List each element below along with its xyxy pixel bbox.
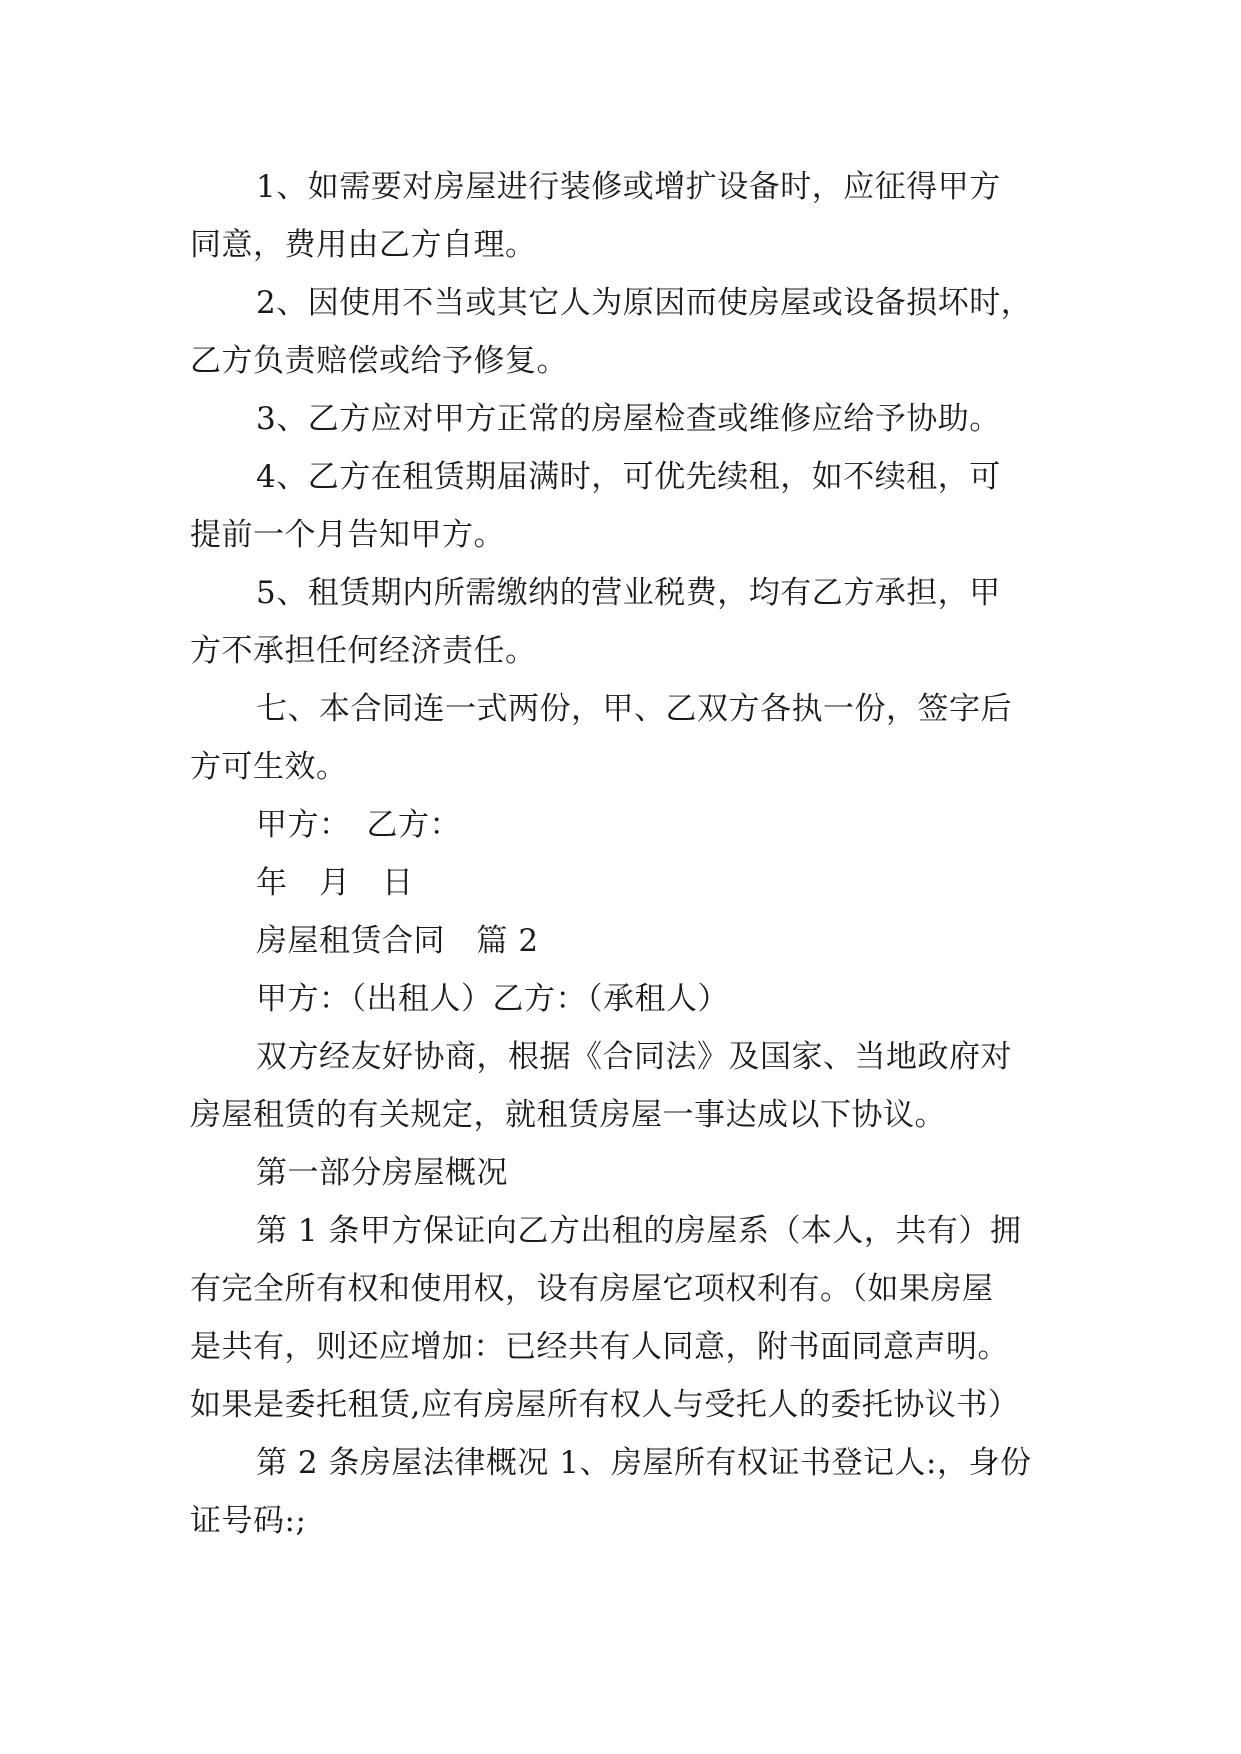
text-line: 1、如需要对房屋进行装修或增扩设备时，应征得甲方 [256,169,1001,205]
text-line: 乙方负责赔偿或给予修复。 [190,343,568,379]
text-line: 3、乙方应对甲方正常的房屋检查或维修应给予协助。 [256,401,1001,437]
text-line: 双方经友好协商，根据《合同法》及国家、当地政府对 [256,1039,1012,1075]
text-line: 是共有，则还应增加：已经共有人同意，附书面同意声明。 [190,1329,1009,1365]
signature-line: 甲方： 乙方： [256,807,461,843]
part-heading: 第一部分房屋概况 [256,1155,508,1191]
date-line: 年 月 日 [256,865,414,901]
text-line: 同意，费用由乙方自理。 [190,227,537,263]
text-line: 提前一个月告知甲方。 [190,517,505,553]
text-line: 如果是委托租赁,应有房屋所有权人与受托人的委托协议书） [190,1387,1020,1423]
text-line: 七、本合同连一式两份，甲、乙双方各执一份，签字后 [256,691,1012,727]
text-line: 房屋租赁的有关规定，就租赁房屋一事达成以下协议。 [190,1097,946,1133]
text-line: 第 2 条房屋法律概况 1、房屋所有权证书登记人:，身份 [256,1445,1032,1481]
text-line: 5、租赁期内所需缴纳的营业税费，均有乙方承担，甲 [256,575,1001,611]
text-line: 方不承担任何经济责任。 [190,633,537,669]
text-line: 第 1 条甲方保证向乙方出租的房屋系（本人，共有）拥 [256,1213,1022,1249]
text-line: 4、乙方在租赁期届满时，可优先续租，如不续租，可 [256,459,1001,495]
text-line: 方可生效。 [190,749,348,785]
document-page [190,158,1050,1550]
text-line: 2、因使用不当或其它人为原因而使房屋或设备损坏时， [256,285,1033,321]
parties-line: 甲方：（出租人）乙方：（承租人） [256,981,729,1017]
text-line: 证号码:; [190,1503,307,1539]
text-line: 有完全所有权和使用权，设有房屋它项权利有。（如果房屋 [190,1271,994,1307]
section-title: 房屋租赁合同 篇 2 [256,923,539,959]
